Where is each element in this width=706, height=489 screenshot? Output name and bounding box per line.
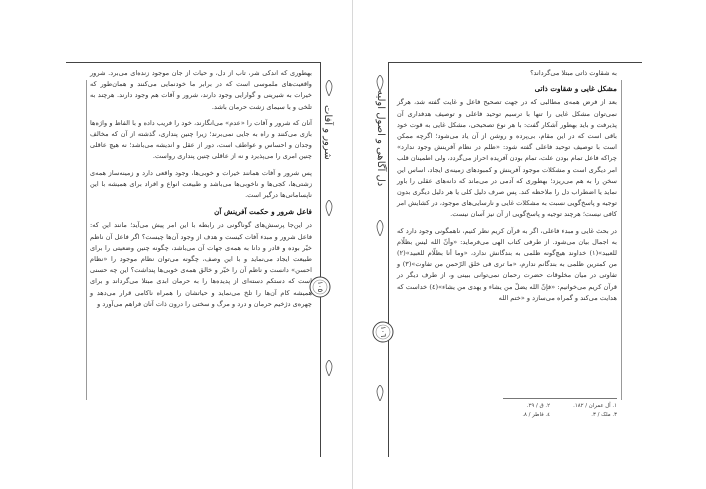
right-page-body [397,68,617,309]
ornament-icon [324,360,334,380]
right-page [353,0,706,489]
running-title-left: شرور و آفات [322,105,333,160]
footnote-rule [503,398,617,399]
paragraph: بهطوری که اندکی شر، تاب از دل، و حیات از جان موجود زنده‌ای می‌برد. شرور واقعیت‌های ملموسی است که در برابر ما خودنمایی می‌کنند و همان‌طور که خیرات به شیرینی و گوارایی وجود دارند، شرور و آفات هم وجود دارند. هرچند به تلخی و با سیمای زشت حرمان باشد. [90,69,312,111]
paragraph: به شقاوت ذاتی مبتلا می‌گرداند؟ [530,69,617,77]
right-page-margin-rule [621,80,622,400]
page-number-left: ١٠٥ [308,275,332,299]
ornament-icon [324,200,334,220]
ornament-icon [375,220,385,240]
footnotes [493,402,617,420]
ornament-icon [324,80,334,100]
footnote: ٤. فاطر / ٨. [522,412,550,418]
footnote: ١. آل عمران / ١٨٢. [573,403,617,409]
left-page-top-rule [66,62,320,63]
right-page-side-rule [388,62,389,457]
paragraph: در این‌جا پرسش‌های گوناگونی در رابطه با این امر پیش می‌آید؛ مانند این که: فاعل شرور و مبدء آفات کیست و هدف از وجود آن‌ها چیست؟ اگر فاعل آن ناظم خیّر بوده و قادر و دانا به همه‌ی جهات آن می‌باشد، چگونه چنین وضعیتی را برای طبیعت ایجاد می‌نماید و با این وصف، چگونه می‌توان نظام موجود را «نظام احسن» دانست و ناظم آن را خیّر و خالق همه‌ی خوبی‌ها پنداشت؟ این چه حسنی است که دستکم دسته‌ای از پدیده‌ها را به حرمان ابدی مبتلا می‌گرداند و برای همیشه کام آن‌ها را تلخ می‌نماید و حیاتشان را همراه ناکامی قرار می‌دهد و چهره‌ی دژخیم حرمان و درد و مرگ و سختی را درون ذات آنان فراهم می‌آورد و [90,221,312,308]
section-heading: مشکل غایی و شقاوت ذاتی [534,84,617,94]
ornament-icon [375,75,385,95]
paragraph: بعد از فرض همه‌ی مطالبی که در جهت تصحیح فاعل و غایت گفته شد، هرگز نمی‌توان مشکل غایی را تنها با ترسیم توحید فاعلی و توصیف هدفداری آن پذیرفت و باید بهطور آشکار گفت: با هر نوع تصحیحی، مشکل غایی به قوت خود باقی است که در این مقام، بی‌پرده و روشن از آن یاد می‌شود؛ اگرچه ممکن است با توصیف توحید فاعلی گفته شود: «ظلم در نظام آفرینش وجود ندارد» چراکه فاعل تمام بودن علت، تمام بودن آفریده احراز می‌گردد، ولی اطمینان قلب امر دیگری است و مشکلات موجود آفرینش و کمبودهای زمینه‌ی ایجاد، اساس این سخن را به هم می‌ریزد؛ بهطوری که آدمی در می‌ماند که دانه‌های عقلی را باور نماید یا اضطراب دل را ملاحظه کند. پس صرف دلیل کلی یا هر دلیل دیگری بدون توجیه و پاسخ‌گویی نسبت به مشکلات غایی و نارسایی‌های موجود، در کشایش امر کافی نیست؛ هرچند توجیه و پاسخ‌گویی از آن نیز آسان نیست. [397,98,617,219]
ornament-icon [375,385,385,405]
right-page-top-rule [388,62,642,63]
left-page-side-rule [320,62,321,457]
paragraph: در بحث غایی و مبدء فاعلی، اگر به قرآن کریم نظر کنیم، ناهمگونی وجود دارد که به اجمال بیان می‌شود. از طرفی کتاب الهی می‌فرماید: «وأنّ الله لیس بظلّام للعبید»(١) خداوند هیچ‌گونه ظلمی به بندگانش ندارد، «وما أنا بظلّام للعبید»(٢) من کمترین ظلمی به بندگانم ندارم، «ما تری فی خلق الرّحمن من تفاوت»(٣) و تفاوتی در میان مخلوقات حضرت رحمان نمی‌توانی ببینی و، از طرف دیگر در قرآن کریم می‌خوانیم: «فإنّ الله یضلّ من یشاء و یهدی من یشاء»(٤) خداست که هدایت می‌کند و گمراه می‌سازد و «ختم الله [397,226,617,302]
section-heading: فاعل شرور و حکمت آفرینش آن [214,207,312,217]
left-page-body [90,68,312,315]
page-number-right: ١٠٦ [371,320,395,344]
running-title-right: دل آگاهی و اصول اولیه [375,90,386,187]
footnote: ٢. ق / ٢٩. [526,403,550,409]
paragraph: پس شرور و آفات همانند خیرات و خوبی‌ها، وجود واقعی دارد و زمینه‌ساز همه‌ی زشتی‌ها، کجی‌ها و ناخوبی‌ها می‌باشد و طبیعت انواع و افراد برای همیشه با این ناپسامانی‌ها درگیر است. [90,168,312,200]
left-page-margin-rule [86,80,87,400]
footnote: ٣. ملک / ٣. [591,412,617,418]
paragraph: آنان که شرور و آفات را «عدم» می‌انگارند، خود را فریب داده و با الفاظ و واژه‌ها بازی می‌کنند و راه به جایی نمی‌برند؛ زیرا چنین پنداری، گذشته از آن که مخالف وجدان و احساس و عواطف است، دور از عقل و اندیشه می‌باشد؛ نه هیچ عاقلی چنین امری را می‌پذیرد و نه از عاقلی چنین پنداری رواست. [90,118,312,161]
